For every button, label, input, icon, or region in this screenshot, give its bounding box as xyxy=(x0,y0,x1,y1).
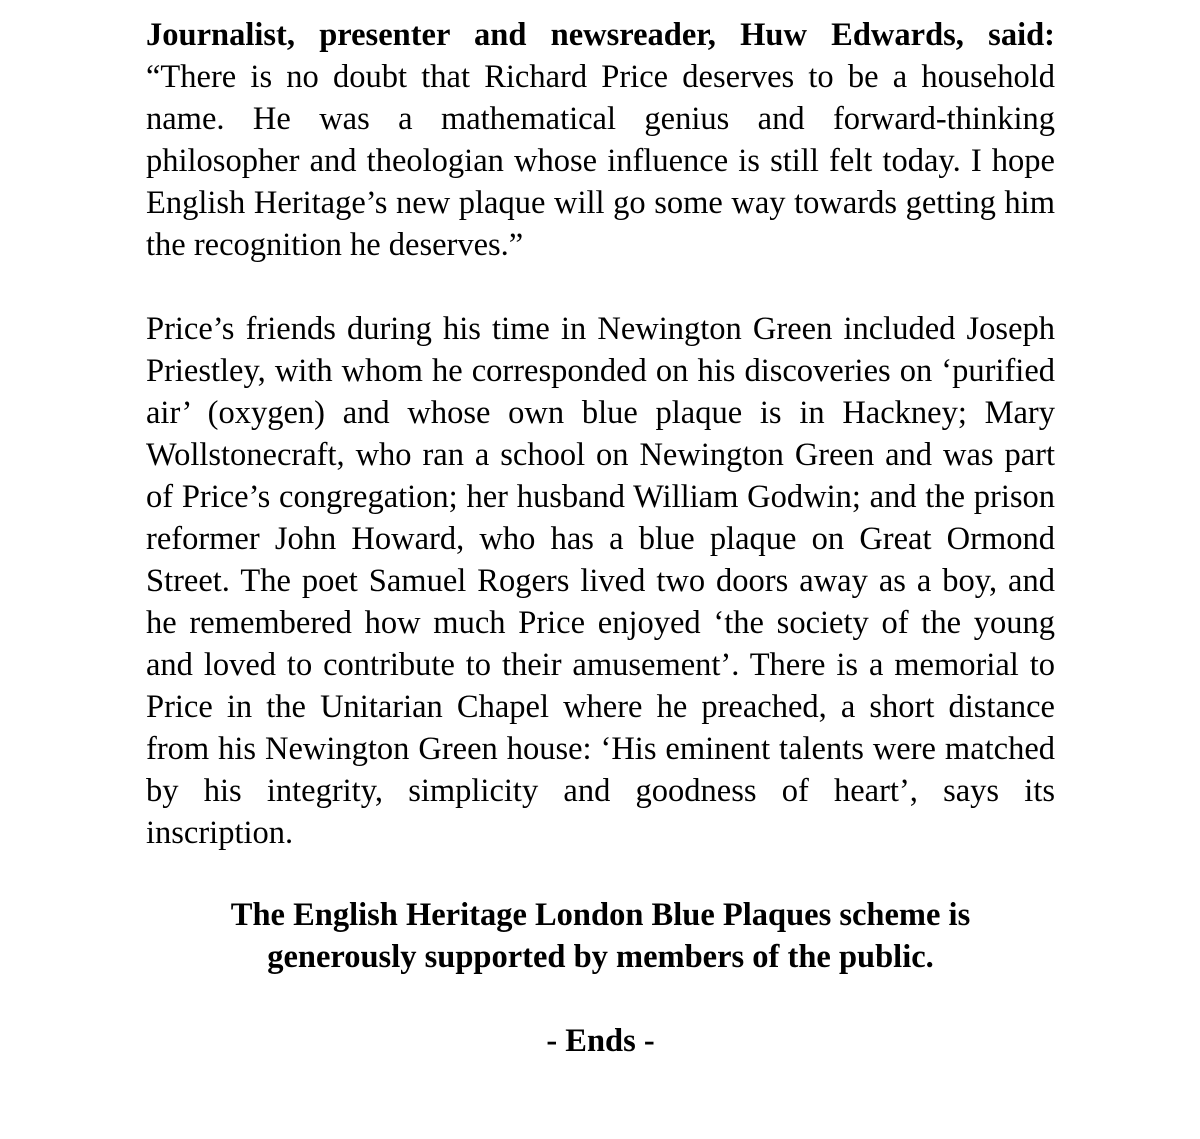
support-statement xyxy=(146,894,1055,978)
quote-heading: Journalist, presenter and newsreader, Huw Edwards, said: xyxy=(146,17,1055,53)
quote-paragraph xyxy=(146,14,1055,266)
support-line-1: The English Heritage London Blue Plaques scheme is xyxy=(230,897,971,933)
support-line-2: generously supported by members of the public. xyxy=(267,939,934,975)
document-page xyxy=(146,14,1055,1062)
ends-marker: - Ends - xyxy=(546,1023,655,1059)
friends-paragraph: Price’s friends during his time in Newington Green included Joseph Priestley, with whom he corresponded on his discoveries on ‘purified air’ (oxygen) and whose own blue plaque is in Hackney; Mary Wollstonecraft, who ran a school on Newington Green and was part of Price’s congregation; her husband William Godwin; and the prison reformer John Howard, who has a blue plaque on Great Ormond Street. The poet Samuel Rogers lived two doors away as a boy, and he remembered how much Price enjoyed ‘the society of the young and loved to contribute to their amusement’. There is a memorial to Price in the Unitarian Chapel where he preached, a short distance from his Newington Green house: ‘His eminent talents were matched by his integrity, simplicity and goodness of heart’, says its inscription. xyxy=(146,311,1055,851)
quote-text: “There is no doubt that Richard Price deserves to be a household name. He was a mathematical genius and forward-thinking philosopher and theologian whose influence is still felt today. I hope English Heritage’s new plaque will go some way towards getting him the recognition he deserves.” xyxy=(146,59,1055,263)
